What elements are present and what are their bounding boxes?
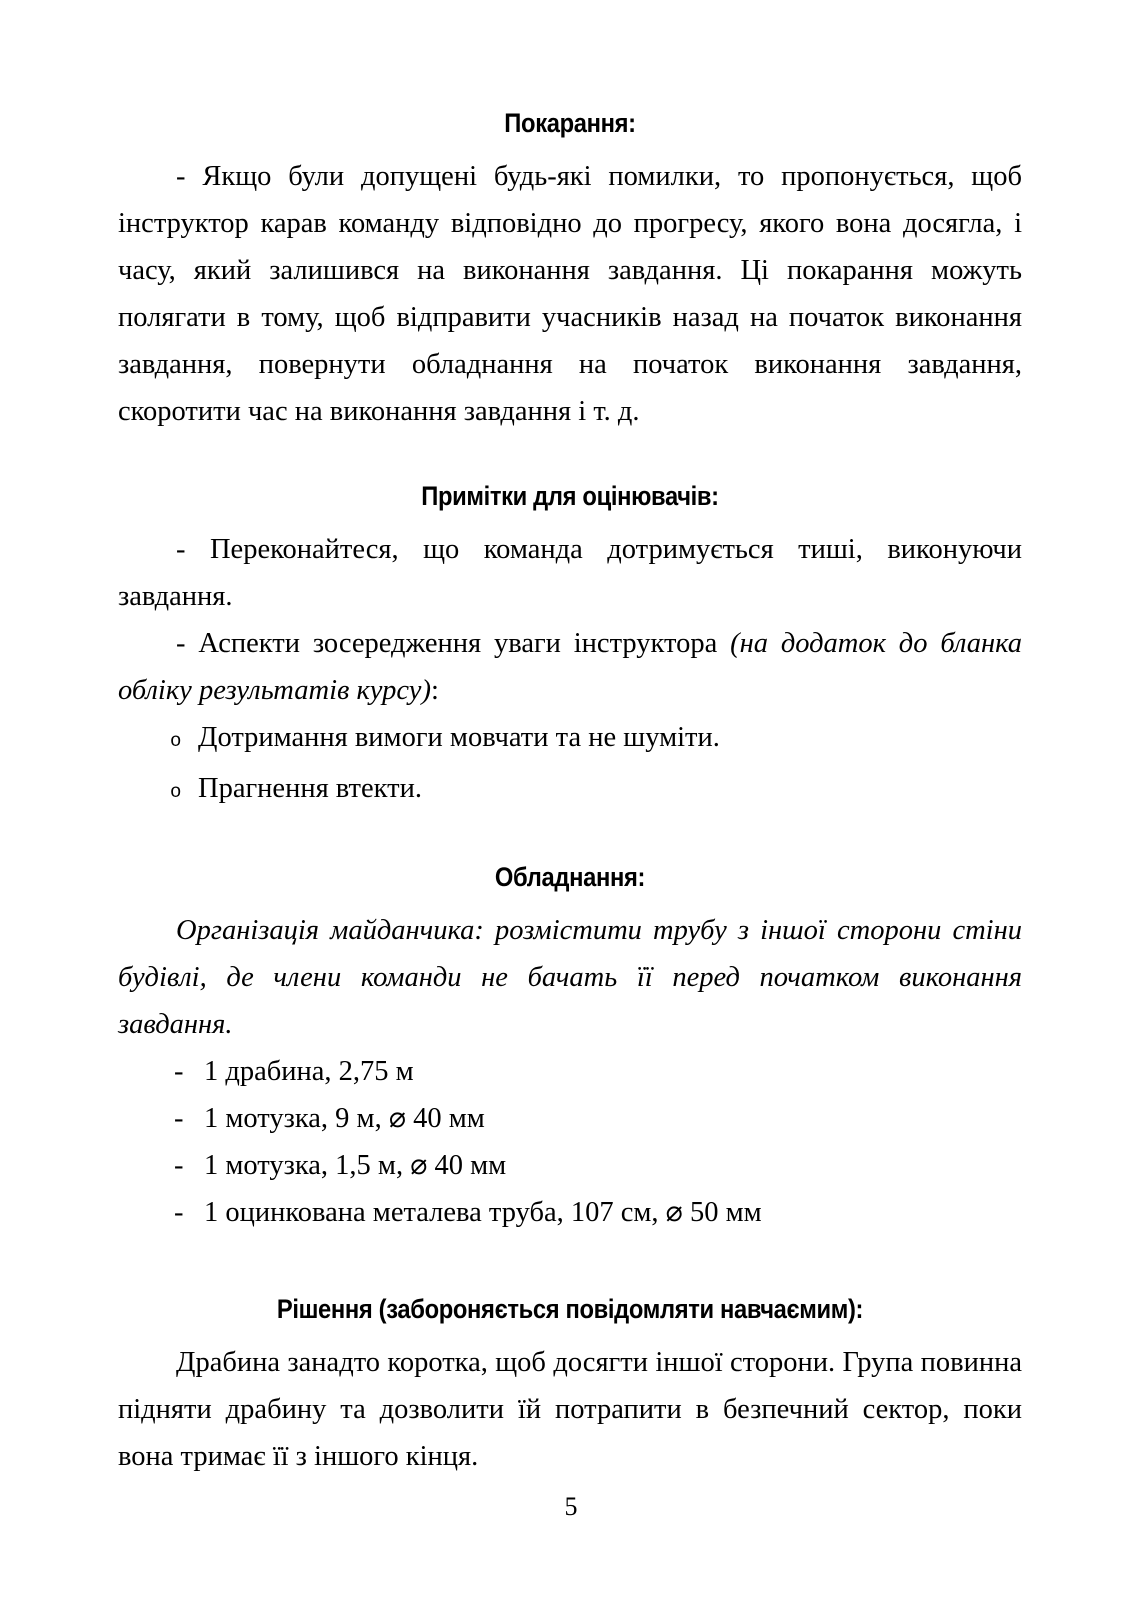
list-item	[118, 714, 1022, 765]
section-heading-punishment: Покарання:	[504, 108, 636, 138]
spacer	[118, 435, 1022, 481]
spacer	[118, 139, 1022, 153]
list-item-label: 1 оцинкована металева труба, 107 см, ⌀ 50 мм	[204, 1197, 762, 1229]
page-content	[118, 108, 1022, 1480]
list-item	[118, 765, 1022, 816]
section-heading-solution: Рішення (забороняється повідомляти навчаємим):	[276, 1294, 864, 1325]
dash-bullet-icon: -	[174, 1197, 184, 1229]
paragraph-assessor-silence: - Переконайтеся, що команда дотримується тиші, виконуючи завдання.	[118, 534, 1022, 613]
assessor-focus-list	[118, 714, 1022, 816]
list-item	[118, 1095, 1022, 1142]
spacer	[118, 816, 1022, 862]
paragraph-assessor-aspects	[118, 620, 1022, 714]
list-item-label: 1 мотузка, 1,5 м, ⌀ 40 мм	[204, 1150, 507, 1182]
page-number: 5	[564, 1492, 578, 1521]
paragraph-solution: Драбина занадто коротка, щоб досягти іншої сторони. Група повинна підняти драбину та дозволити їй потрапити в безпечний сектор, поки вона тримає її з іншого кінця.	[118, 1347, 1022, 1473]
dash-bullet-icon: -	[174, 1056, 184, 1088]
spacer	[118, 893, 1022, 907]
paragraph-equipment-setup: Організація майданчика: розмістити трубу з іншої сторони стіни будівлі, де члени команди не бачать її перед початком виконання завдання.	[118, 915, 1022, 1041]
list-item	[118, 1189, 1022, 1236]
dash-bullet-icon: -	[174, 1103, 184, 1135]
aspects-italic-note: (на додаток до бланка обліку результатів курсу)	[118, 628, 1022, 707]
list-item-label: 1 драбина, 2,75 м	[204, 1056, 414, 1088]
list-item-label: Дотримання вимоги мовчати та не шуміти.	[198, 722, 720, 754]
section-heading-equipment: Обладнання:	[494, 862, 646, 893]
paragraph-punishment: - Якщо були допущені будь-які помилки, то пропонується, щоб інструктор карав команду відповідно до прогресу, якого вона досягла, і часу, який залишився на виконання завдання. Ці покарання можуть полягати в тому, щоб відправити учасників назад на початок виконання завдання, повернути обладнання на початок виконання завдання, скоротити час на виконання завдання і т. д.	[118, 161, 1022, 428]
section-heading-assessor-notes: Примітки для оцінювачів:	[421, 481, 719, 512]
list-item	[118, 1048, 1022, 1095]
circle-bullet-icon: o	[170, 781, 182, 804]
aspects-plain-text: - Аспекти зосередження уваги інструктора	[176, 628, 731, 660]
list-item	[118, 1142, 1022, 1189]
circle-bullet-icon: o	[170, 730, 182, 753]
aspects-colon: :	[430, 675, 439, 707]
dash-bullet-icon: -	[174, 1150, 184, 1182]
spacer	[118, 512, 1022, 526]
list-item-label: 1 мотузка, 9 м, ⌀ 40 мм	[204, 1103, 485, 1135]
spacer	[118, 1236, 1022, 1294]
equipment-list	[118, 1048, 1022, 1236]
spacer	[118, 1325, 1022, 1339]
list-item-label: Прагнення втекти.	[198, 773, 422, 805]
